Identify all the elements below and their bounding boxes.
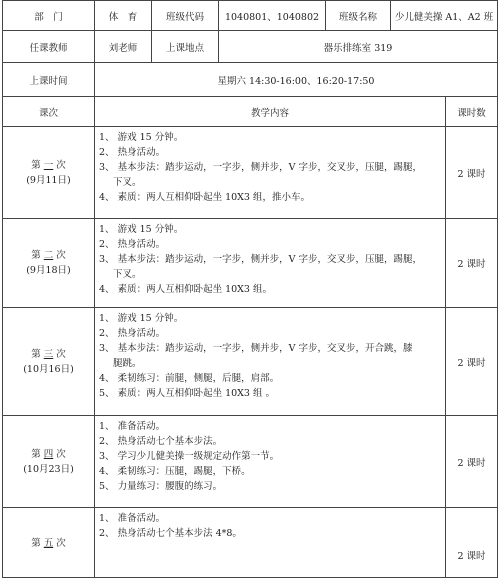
session-prefix: 第	[31, 448, 41, 460]
class-name-value: 少儿健美操 A1、A2 班	[391, 1, 498, 31]
session-content	[95, 308, 446, 416]
hours-col-header: 课时数	[446, 97, 498, 127]
session-suffix: 次	[56, 448, 66, 460]
session-prefix: 第	[31, 348, 41, 360]
session-prefix: 第	[31, 159, 41, 171]
content-line: 腿跳。	[113, 358, 142, 369]
session-cell	[3, 219, 95, 308]
content-line: 1、 游戏 15 分钟。	[99, 224, 184, 235]
session-date: (9月11日)	[26, 174, 71, 186]
session-suffix: 次	[56, 250, 66, 261]
session-content	[95, 127, 446, 219]
session-date: (10月16日)	[23, 363, 74, 375]
header-row	[3, 1, 498, 31]
session-date: (9月18日)	[26, 265, 71, 276]
content-line: 5、 力量练习：腰腹的练习。	[99, 481, 223, 492]
class-code-value: 1040801、1040802	[219, 1, 326, 31]
teacher-value: 刘老师	[95, 31, 152, 63]
session-suffix: 次	[56, 538, 66, 549]
content-line: 下叉。	[113, 269, 142, 280]
content-line: 4、 柔韧练习：压腿，踢腿，下桥。	[99, 466, 251, 477]
session-row	[3, 127, 498, 219]
schedule-table	[2, 0, 498, 578]
teacher-row	[3, 31, 498, 63]
session-suffix: 次	[56, 348, 66, 360]
class-code-label: 班级代码	[152, 1, 219, 31]
column-header-row	[3, 97, 498, 127]
session-date: (10月23日)	[23, 463, 74, 475]
session-prefix: 第	[31, 538, 41, 549]
content-line: 2、 热身活动。	[99, 328, 166, 339]
session-cell	[3, 416, 95, 508]
content-line: 1、 准备活动。	[99, 513, 166, 524]
session-cell	[3, 308, 95, 416]
dept-value: 体 育	[95, 1, 152, 31]
content-line: 3、 基本步法：踏步运动，一字步，侧并步，V 字步，交叉步，开合跳，膝	[99, 343, 413, 354]
session-cell	[3, 508, 95, 578]
place-label: 上课地点	[152, 31, 219, 63]
class-name-label: 班级名称	[326, 1, 391, 31]
content-line: 下叉。	[113, 177, 142, 188]
content-line: 3、 基本步法：踏步运动，一字步，侧并步，V 字步，交叉步，压腿，踢腿，	[99, 162, 422, 173]
time-value: 星期六 14:30-16:00、16:20-17:50	[95, 63, 498, 97]
session-row	[3, 308, 498, 416]
session-number: 一	[43, 159, 54, 171]
time-label: 上课时间	[3, 63, 95, 97]
content-line: 2、 热身活动七个基本步法 4*8。	[99, 528, 242, 539]
content-line: 2、 热身活动。	[99, 147, 166, 158]
session-row	[3, 416, 498, 508]
content-line: 1、 游戏 15 分钟。	[99, 132, 184, 143]
session-number: 二	[43, 250, 54, 261]
dept-label: 部 门	[3, 1, 95, 31]
content-line: 1、 游戏 15 分钟。	[99, 313, 184, 324]
content-line: 1、 准备活动。	[99, 421, 166, 432]
content-line: 3、 学习少儿健美操一级规定动作第一节。	[99, 451, 280, 462]
content-line: 5、 素质：两人互相仰卧起坐 10X3 组 。	[99, 388, 276, 399]
content-line: 3、 基本步法：踏步运动，一字步，侧并步，V 字步，交叉步，压腿，踢腿，	[99, 254, 422, 265]
session-hours: 2 课时	[446, 308, 498, 416]
session-row	[3, 219, 498, 308]
time-row	[3, 63, 498, 97]
session-content	[95, 416, 446, 508]
session-number: 三	[43, 348, 54, 360]
content-line: 2、 热身活动。	[99, 239, 166, 250]
session-hours: 2 课时	[446, 508, 498, 578]
session-hours: 2 课时	[446, 219, 498, 308]
content-line: 4、 素质：两人互相仰卧起坐 10X3 组。	[99, 284, 272, 295]
content-line: 4、 柔韧练习：前腿，侧腿，后腿，肩部。	[99, 373, 280, 384]
content-line: 2、 热身活动七个基本步法。	[99, 436, 223, 447]
session-row	[3, 508, 498, 578]
session-col-header: 课次	[3, 97, 95, 127]
content-col-header: 教学内容	[95, 97, 446, 127]
session-suffix: 次	[56, 159, 66, 171]
teacher-label: 任课教师	[3, 31, 95, 63]
place-value: 器乐排练室 319	[219, 31, 498, 63]
session-content	[95, 508, 446, 578]
session-cell	[3, 127, 95, 219]
session-hours: 2 课时	[446, 416, 498, 508]
session-hours: 2 课时	[446, 127, 498, 219]
session-number: 五	[43, 538, 54, 549]
session-prefix: 第	[31, 250, 41, 261]
content-line: 4、 素质：两人互相仰卧起坐 10X3 组，推小车。	[99, 192, 310, 203]
session-content	[95, 219, 446, 308]
session-number: 四	[43, 448, 54, 460]
